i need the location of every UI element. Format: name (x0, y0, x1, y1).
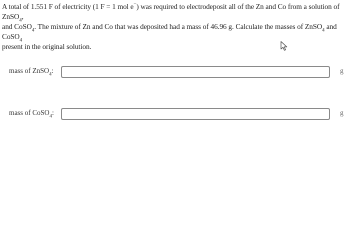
coso4-unit-label: g (340, 109, 344, 117)
problem-text-3: and CoSO (2, 22, 32, 31)
znso4-mass-input[interactable] (61, 66, 330, 78)
problem-text-2: ) was required to electrodeposit all of the Zn and Co from a solution of ZnSO (2, 2, 340, 21)
znso4-subscript-2: 4 (322, 28, 325, 34)
answer-row-coso4 (0, 108, 350, 120)
znso4-subscript: 4 (19, 18, 22, 24)
znso4-mass-label: mass of ZnSO$_4$: (9, 67, 54, 78)
problem-statement: A total of 1.551 F of electricity (1 F = 1 mol e−) was required to electrodeposit all of the Zn and Co from a solution of ZnSO$_4$, and CoSO$_4$. The mixture of Zn and Co that was deposited had a mass of 46.96 g. Calculate the masses of ZnSO$_4$ and CoSO$_4$ present in the original solution. (2, 2, 340, 51)
problem-text-5: and CoSO (2, 22, 337, 41)
mouse-pointer-icon (280, 41, 288, 51)
problem-text-6: present in the original solution. (2, 42, 92, 51)
coso4-subscript-2: 4 (19, 38, 23, 44)
problem-text-4: . The mixture of Zn and Co that was deposited had a mass of 46.96 g. Calculate the masses of ZnSO (34, 22, 323, 31)
answer-row-znso4 (0, 66, 350, 78)
electron-charge-superscript: − (133, 2, 137, 8)
coso4-subscript: 4 (31, 28, 35, 34)
znso4-unit-label: g (340, 67, 344, 75)
coso4-mass-label: mass of CoSO$_4$: (9, 109, 54, 120)
coso4-mass-input[interactable] (61, 108, 330, 120)
problem-text-1: A total of 1.551 F of electricity (1 F = 1 mol e (2, 2, 134, 11)
